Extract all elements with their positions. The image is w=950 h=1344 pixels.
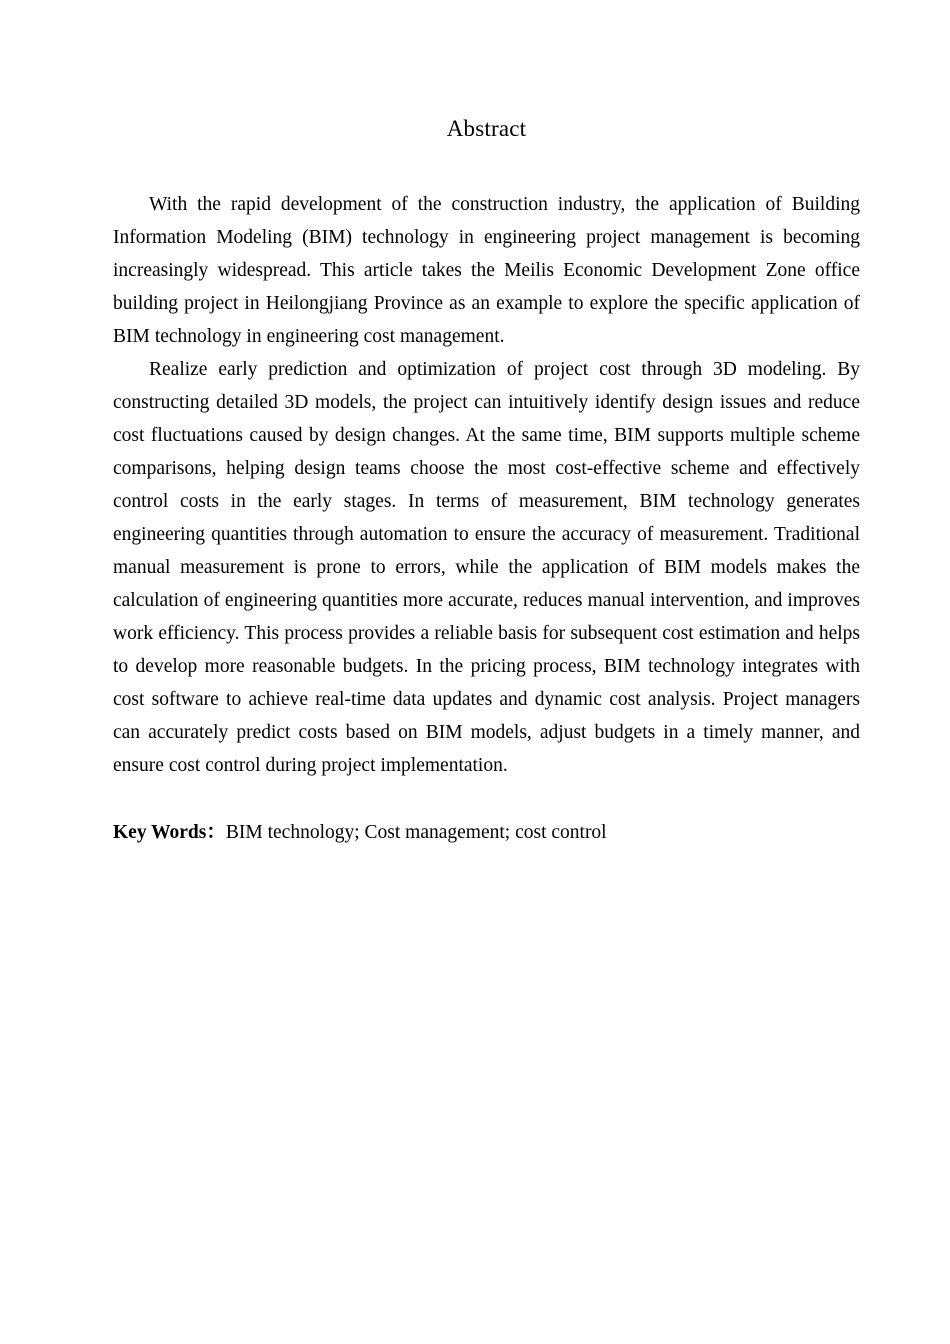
keywords-value: BIM technology; Cost management; cost control bbox=[225, 822, 607, 843]
abstract-paragraph-1: With the rapid development of the construction industry, the application of Building Information Modeling (BIM) technology in engineering project management is becoming increasingly widespread. This article takes the Meilis Economic Development Zone office building project in Heilongjiang Province as an example to explore the specific application of BIM technology in engineering cost management. bbox=[113, 194, 860, 347]
keywords-label: Key Words bbox=[113, 822, 207, 843]
abstract-paragraph-2: Realize early prediction and optimization of project cost through 3D modeling. By constructing detailed 3D models, the project can intuitively identify design issues and reduce cost fluctuations caused by design changes. At the same time, BIM supports multiple scheme comparisons, helping design teams choose the most cost-effective scheme and effectively control costs in the early stages. In terms of measurement, BIM technology generates engineering quantities through automation to ensure the accuracy of measurement. Traditional manual measurement is prone to errors, while the application of BIM models makes the calculation of engineering quantities more accurate, reduces manual intervention, and improves work efficiency. This process provides a reliable basis for subsequent cost estimation and helps to develop more reasonable budgets. In the pricing process, BIM technology integrates with cost software to achieve real-time data updates and dynamic cost analysis. Project managers can accurately predict costs based on BIM models, adjust budgets in a timely manner, and ensure cost control during project implementation. bbox=[113, 359, 860, 776]
keywords-separator: ： bbox=[206, 822, 226, 843]
page-title: Abstract bbox=[446, 116, 527, 141]
abstract-body bbox=[113, 188, 860, 782]
keywords-line bbox=[113, 816, 860, 849]
